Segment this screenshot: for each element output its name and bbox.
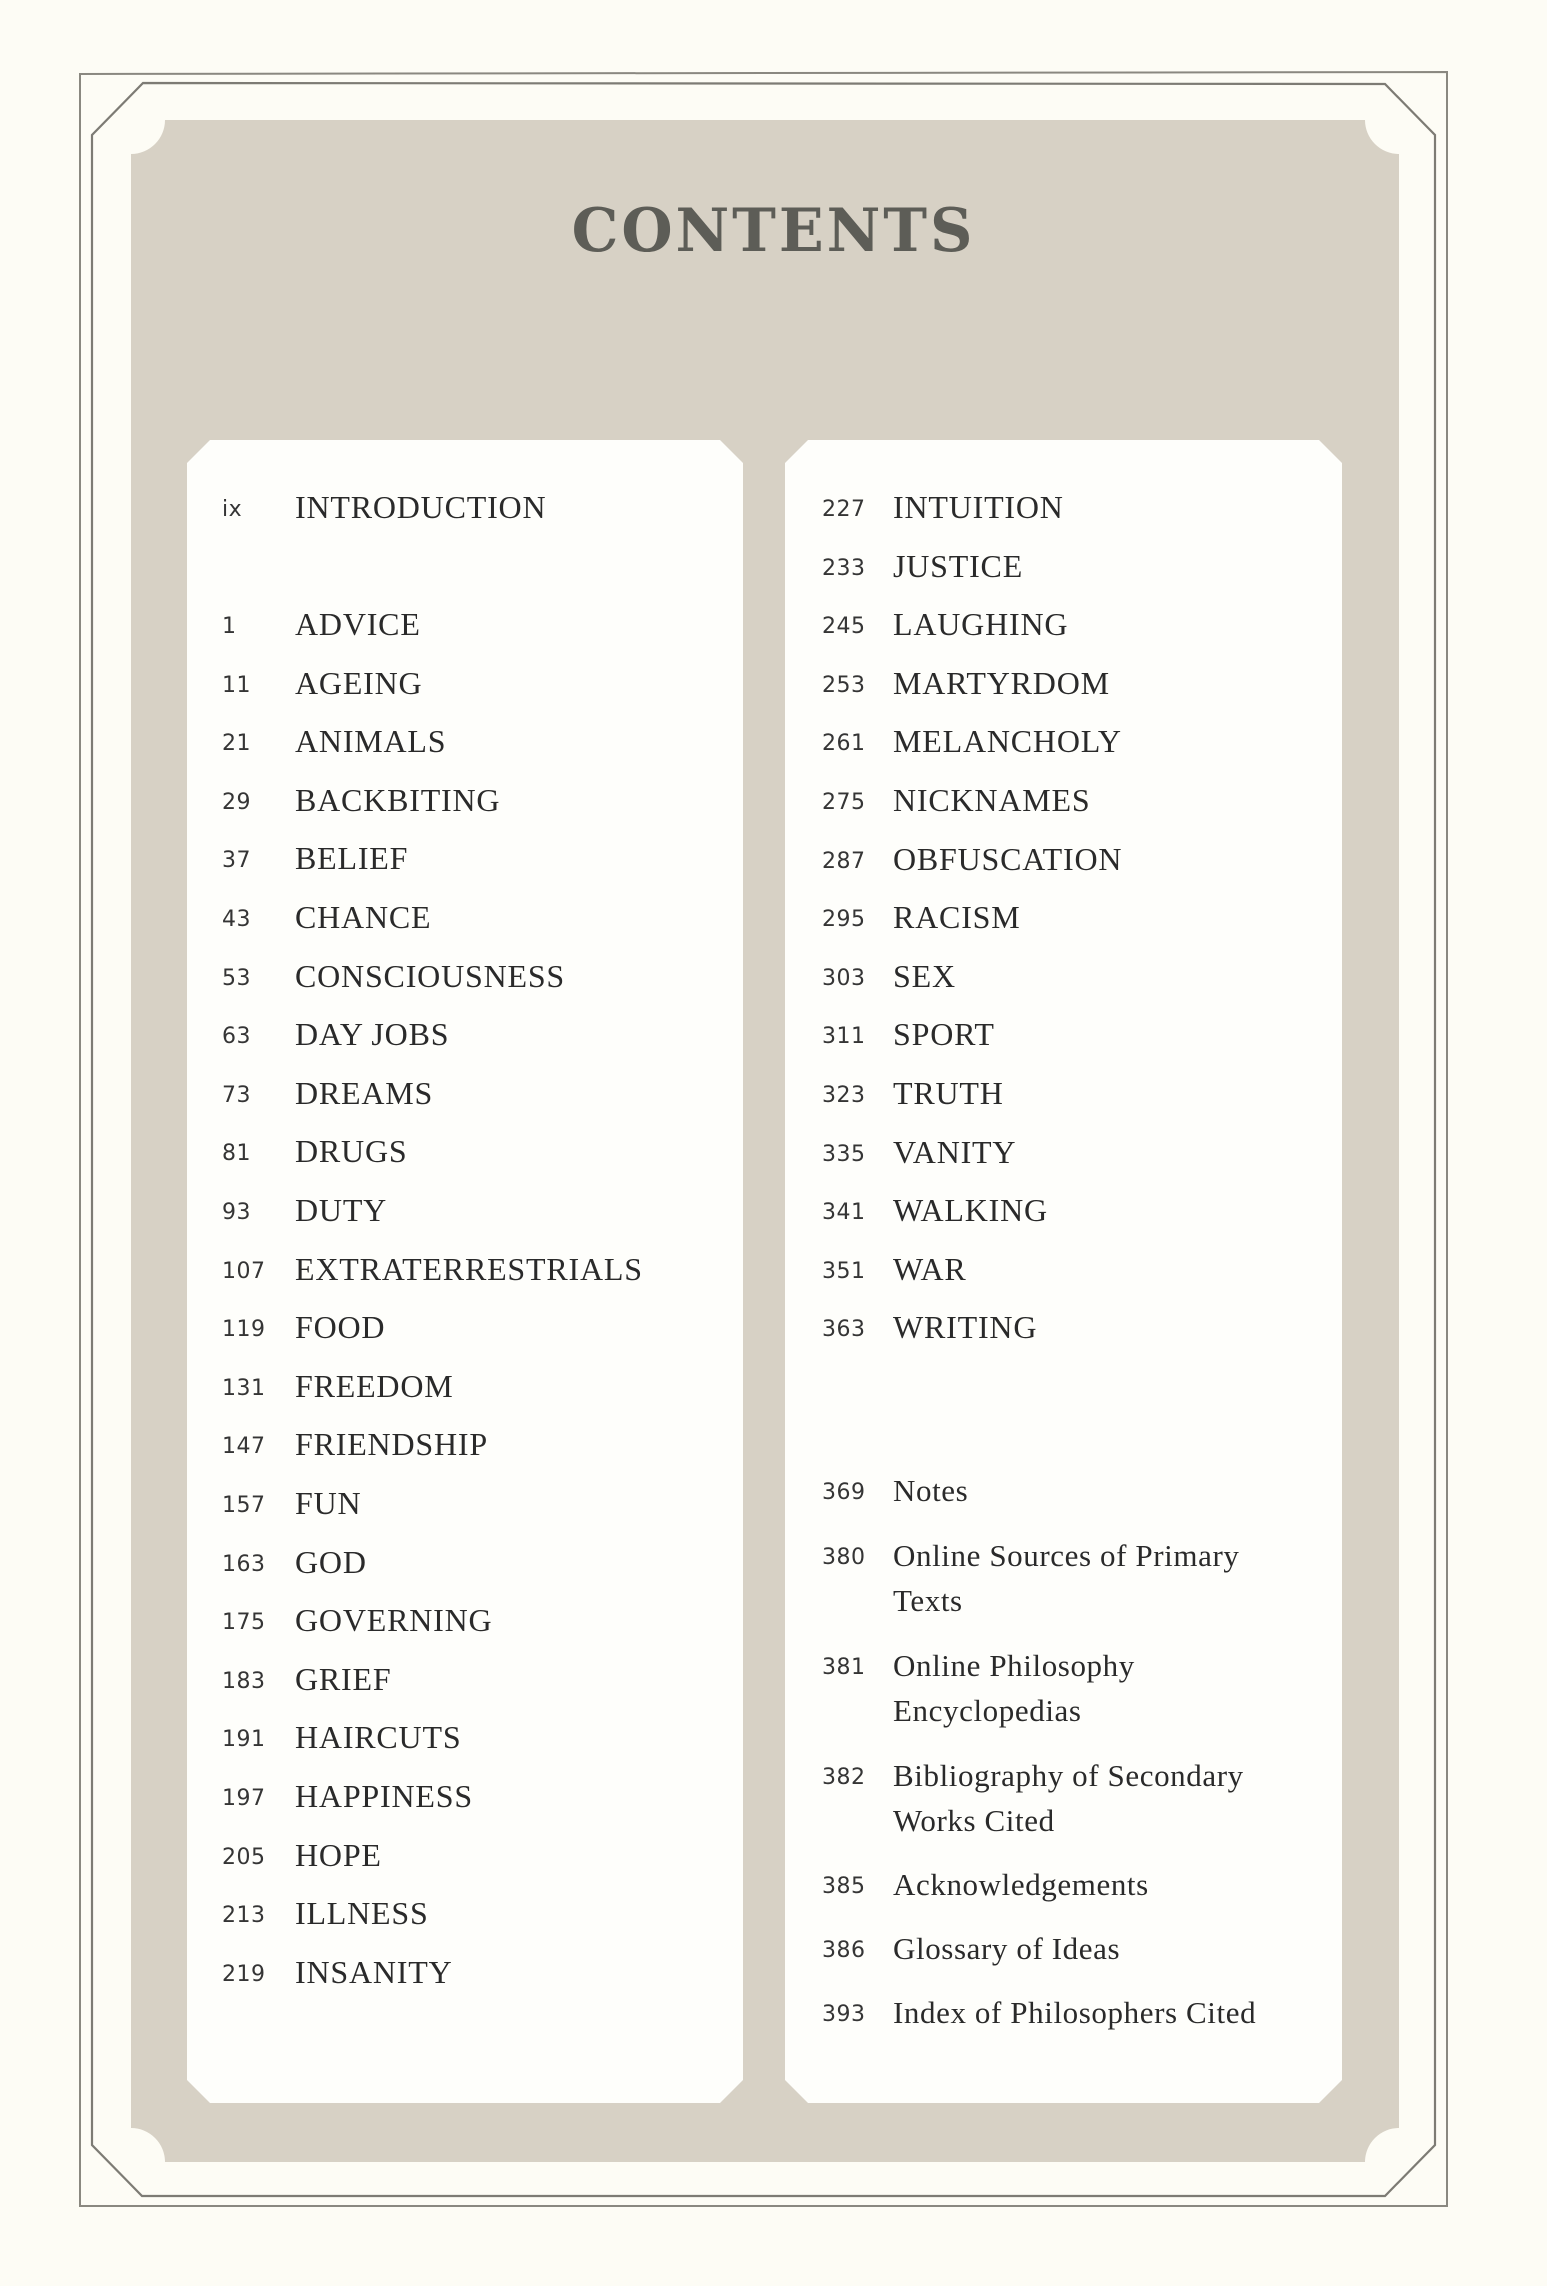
chapter-title: WAR [893,1250,967,1287]
chapter-title: DREAMS [295,1074,434,1111]
chapter-title: ANIMALS [295,723,447,760]
page-number: 157 [222,1493,266,1518]
chapter-title: VANITY [893,1133,1017,1170]
page-number: 131 [222,1375,266,1401]
chapter-title: HAPPINESS [295,1778,473,1814]
page-number: 191 [222,1727,266,1753]
page-number: 253 [822,672,866,698]
chapter-title: TRUTH [893,1075,1004,1111]
chapter-title: FRIENDSHIP [295,1426,488,1463]
chapter-title: JUSTICE [893,547,1024,584]
page-number: 287 [822,848,866,874]
page-number: 393 [822,2002,866,2027]
page-number: 245 [822,614,866,640]
page-number: 73 [222,1082,251,1108]
page-number: 385 [822,1874,866,1899]
page-number: 213 [222,1903,266,1929]
backmatter-title: Notes [893,1473,969,1508]
page-number: 275 [822,790,866,815]
chapter-title: RACISM [893,899,1021,936]
chapter-title: BACKBITING [295,781,501,818]
chapter-title: BELIEF [295,840,409,877]
page-number: 37 [222,848,251,874]
page-number: 11 [222,672,251,698]
page-number: 323 [822,1083,866,1108]
chapter-title: HAIRCUTS [295,1719,462,1756]
chapter-title: ILLNESS [295,1895,429,1932]
chapter-title: EXTRATERRESTRIALS [295,1250,643,1287]
chapter-title: SPORT [893,1016,995,1053]
page-number: 183 [222,1668,266,1694]
page-number: 53 [222,965,251,991]
page-number: 93 [222,1200,251,1225]
page-number: 341 [822,1200,866,1226]
page-number: 386 [822,1938,866,1963]
chapter-title: SEX [893,957,956,994]
page-number: ix [222,497,243,522]
chapter-title: DAY JOBS [295,1016,450,1053]
chapter-title: GRIEF [295,1660,392,1697]
chapter-title: INTUITION [893,489,1064,525]
backmatter-title: Online Sources of Primary Texts [893,1538,1240,1618]
page-number: 107 [222,1258,266,1284]
page-number: 1 [222,614,237,639]
page-number: 163 [222,1551,266,1577]
chapter-title: INTRODUCTION [295,489,547,525]
page-number: 175 [222,1610,266,1636]
page-number: 43 [222,907,251,932]
page-number: 261 [822,731,866,757]
chapter-title: WALKING [893,1192,1048,1229]
chapter-title: FREEDOM [295,1367,454,1404]
page-number: 311 [822,1024,866,1050]
chapter-title: HOPE [295,1836,382,1873]
backmatter-title: Acknowledgements [893,1867,1149,1902]
chapter-title: OBFUSCATION [893,840,1123,877]
page-number: 351 [822,1258,866,1284]
page-number: 233 [822,555,866,581]
page-number: 81 [222,1141,251,1167]
chapter-title: MELANCHOLY [893,723,1122,760]
chapter-title: GOD [295,1543,367,1580]
page-number: 119 [222,1317,266,1343]
page-number: 205 [222,1844,266,1870]
page-number: 197 [222,1786,266,1811]
page-number: 147 [222,1434,266,1460]
page-number: 335 [822,1141,866,1167]
chapter-title: ADVICE [295,606,421,642]
chapter-title: WRITING [893,1309,1038,1346]
page-number: 369 [822,1480,866,1505]
page-number: 21 [222,731,251,757]
page-number: 219 [222,1961,266,1987]
page-number: 295 [822,907,866,933]
chapter-title: GOVERNING [295,1602,493,1639]
page-number: 382 [822,1765,866,1790]
backmatter-title: Glossary of Ideas [893,1931,1121,1966]
chapter-title: NICKNAMES [893,782,1091,818]
page-number: 380 [822,1545,866,1570]
chapter-title: INSANITY [295,1953,453,1990]
backmatter-title: Bibliography of Secondary Works Cited [893,1758,1244,1838]
page-number: 363 [822,1317,866,1343]
chapter-title: DRUGS [295,1133,408,1170]
backmatter-title: Online Philosophy Encyclopedias [893,1648,1135,1728]
backmatter-title: Index of Philosophers Cited [893,1995,1257,2030]
chapter-title: FOOD [295,1309,386,1346]
page-title: CONTENTS [571,196,976,266]
page-number: 29 [222,789,251,815]
chapter-title: CONSCIOUSNESS [295,957,566,994]
chapter-title: AGEING [295,664,423,701]
chapter-title: MARTYRDOM [893,664,1110,701]
chapter-title: LAUGHING [893,606,1069,643]
chapter-title: FUN [295,1485,362,1521]
chapter-title: CHANCE [295,899,432,935]
page-number: 303 [822,965,866,991]
chapter-title: DUTY [295,1192,388,1228]
page-number: 63 [222,1024,251,1050]
page-number: 227 [822,497,866,522]
page-number: 381 [822,1655,866,1680]
